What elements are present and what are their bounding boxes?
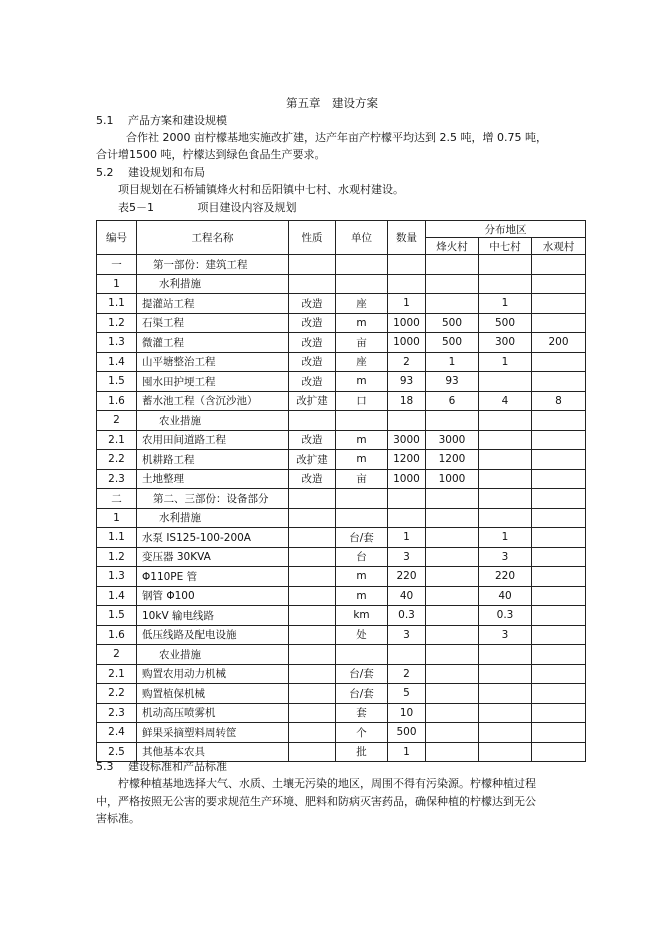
cell-shuiguan — [532, 528, 586, 548]
cell-fenghuo — [426, 684, 479, 704]
cell-name: 购置植保机械 — [137, 684, 289, 704]
cell-empty — [426, 645, 479, 665]
cell-name: 鲜果采摘塑料周转筐 — [137, 723, 289, 743]
section-5-2-heading: 5.2 建设规划和布局 — [96, 166, 205, 179]
cell-shuiguan — [532, 742, 586, 762]
cell-empty — [388, 489, 426, 509]
cell-shuiguan — [532, 703, 586, 723]
cell-shuiguan — [532, 352, 586, 372]
cell-nature: 改扩建 — [289, 450, 336, 470]
cell-name: 钢管 Φ100 — [137, 586, 289, 606]
cell-group-title: 水利措施 — [137, 274, 289, 294]
cell-fenghuo — [426, 294, 479, 314]
cell-shuiguan — [532, 586, 586, 606]
table-caption — [118, 201, 297, 215]
cell-name: 机动高压喷雾机 — [137, 703, 289, 723]
cell-shuiguan — [532, 723, 586, 743]
section-5-3-line-1: 柠檬种植基地选择大气、水质、土壤无污染的地区，周围不得有污染源。柠檬种植过程 — [118, 777, 536, 790]
cell-unit: 个 — [336, 723, 388, 743]
section-5-1-heading: 5.1 产品方案和建设规模 — [96, 114, 227, 127]
table-row — [97, 391, 586, 411]
header-village-fenghuo: 烽火村 — [426, 238, 479, 255]
cell-qty: 500 — [388, 723, 426, 743]
cell-unit: km — [336, 606, 388, 626]
cell-unit: m — [336, 567, 388, 587]
cell-nature: 改造 — [289, 313, 336, 333]
cell-nature — [289, 742, 336, 762]
cell-nature — [289, 606, 336, 626]
cell-qty: 1000 — [388, 313, 426, 333]
cell-fenghuo: 500 — [426, 333, 479, 353]
cell-fenghuo: 1 — [426, 352, 479, 372]
cell-qty: 0.3 — [388, 606, 426, 626]
cell-name: 10kV 输电线路 — [137, 606, 289, 626]
cell-fenghuo: 3000 — [426, 430, 479, 450]
cell-shuiguan — [532, 294, 586, 314]
cell-shuiguan — [532, 450, 586, 470]
cell-empty — [479, 255, 532, 275]
cell-empty — [532, 255, 586, 275]
cell-unit: m — [336, 450, 388, 470]
cell-qty: 1200 — [388, 450, 426, 470]
cell-group-title: 农业措施 — [137, 411, 289, 431]
cell-nature: 改扩建 — [289, 391, 336, 411]
cell-nature — [289, 586, 336, 606]
table-row — [97, 411, 586, 431]
cell-empty — [426, 508, 479, 528]
table-row — [97, 255, 586, 275]
table-row — [97, 372, 586, 392]
cell-zhongqi: 0.3 — [479, 606, 532, 626]
cell-empty — [289, 508, 336, 528]
cell-no: 1.6 — [97, 391, 137, 411]
cell-fenghuo — [426, 723, 479, 743]
cell-no: 1 — [97, 508, 137, 528]
table-row — [97, 450, 586, 470]
cell-zhongqi: 220 — [479, 567, 532, 587]
section-5-1-line-2: 合计增1500 吨，柠檬达到绿色食品生产要求。 — [96, 148, 326, 161]
cell-empty — [479, 411, 532, 431]
cell-shuiguan — [532, 684, 586, 704]
cell-empty — [336, 508, 388, 528]
table-row — [97, 352, 586, 372]
cell-no: 2.4 — [97, 723, 137, 743]
cell-no: 2.1 — [97, 664, 137, 684]
cell-no: 1.1 — [97, 294, 137, 314]
cell-zhongqi: 3 — [479, 625, 532, 645]
cell-no: 1.2 — [97, 547, 137, 567]
table-row — [97, 606, 586, 626]
cell-shuiguan — [532, 313, 586, 333]
cell-unit: 台 — [336, 547, 388, 567]
cell-no: 1.5 — [97, 606, 137, 626]
cell-fenghuo — [426, 586, 479, 606]
cell-name: 囤水田护埂工程 — [137, 372, 289, 392]
cell-no: 1.2 — [97, 313, 137, 333]
cell-shuiguan — [532, 664, 586, 684]
cell-no: 1.3 — [97, 567, 137, 587]
cell-shuiguan: 200 — [532, 333, 586, 353]
cell-empty — [532, 645, 586, 665]
cell-no: 一 — [97, 255, 137, 275]
header-no: 编号 — [97, 221, 137, 255]
cell-qty: 93 — [388, 372, 426, 392]
header-qty: 数量 — [388, 221, 426, 255]
cell-zhongqi: 500 — [479, 313, 532, 333]
cell-zhongqi — [479, 469, 532, 489]
table-body — [97, 255, 586, 762]
cell-zhongqi — [479, 703, 532, 723]
cell-shuiguan — [532, 567, 586, 587]
cell-qty: 220 — [388, 567, 426, 587]
cell-empty — [388, 255, 426, 275]
cell-qty: 3 — [388, 547, 426, 567]
cell-empty — [532, 489, 586, 509]
cell-nature: 改造 — [289, 469, 336, 489]
cell-empty — [336, 645, 388, 665]
cell-name: 土地整理 — [137, 469, 289, 489]
cell-empty — [532, 274, 586, 294]
cell-zhongqi — [479, 723, 532, 743]
chapter-title: 第五章 建设方案 — [286, 96, 378, 110]
cell-nature: 改造 — [289, 352, 336, 372]
cell-shuiguan — [532, 547, 586, 567]
cell-zhongqi — [479, 430, 532, 450]
table-row — [97, 528, 586, 548]
header-area: 分布地区 — [426, 221, 586, 238]
cell-nature: 改造 — [289, 372, 336, 392]
table-row — [97, 430, 586, 450]
cell-part-title: 第二、三部份：设备部分 — [137, 489, 289, 509]
cell-unit: m — [336, 430, 388, 450]
cell-qty: 1 — [388, 528, 426, 548]
cell-empty — [289, 645, 336, 665]
table-header — [97, 221, 586, 255]
table-caption-number: 表5－1 — [118, 201, 154, 214]
cell-empty — [479, 489, 532, 509]
cell-unit: m — [336, 313, 388, 333]
cell-empty — [388, 508, 426, 528]
table-row — [97, 294, 586, 314]
cell-name: 水泵 IS125-100-200A — [137, 528, 289, 548]
table-row — [97, 723, 586, 743]
header-village-zhongqi: 中七村 — [479, 238, 532, 255]
cell-shuiguan — [532, 372, 586, 392]
cell-no: 2.2 — [97, 684, 137, 704]
cell-no: 2.2 — [97, 450, 137, 470]
cell-zhongqi: 1 — [479, 528, 532, 548]
cell-shuiguan — [532, 625, 586, 645]
table-row — [97, 567, 586, 587]
cell-qty: 40 — [388, 586, 426, 606]
cell-unit: m — [336, 586, 388, 606]
cell-no: 1.6 — [97, 625, 137, 645]
cell-nature — [289, 567, 336, 587]
cell-unit: 处 — [336, 625, 388, 645]
cell-name: 购置农用动力机械 — [137, 664, 289, 684]
section-5-2-line-1: 项目规划在石桥铺镇烽火村和岳阳镇中七村、水观村建设。 — [118, 183, 404, 196]
cell-fenghuo: 6 — [426, 391, 479, 411]
cell-group-title: 水利措施 — [137, 508, 289, 528]
table-row — [97, 742, 586, 762]
cell-no: 1.4 — [97, 586, 137, 606]
cell-no: 2.3 — [97, 469, 137, 489]
cell-empty — [388, 274, 426, 294]
cell-no: 1 — [97, 274, 137, 294]
cell-name: 提灌站工程 — [137, 294, 289, 314]
cell-name: 农用田间道路工程 — [137, 430, 289, 450]
cell-unit: 座 — [336, 352, 388, 372]
cell-empty — [388, 411, 426, 431]
cell-unit: 台/套 — [336, 684, 388, 704]
cell-zhongqi: 4 — [479, 391, 532, 411]
cell-empty — [289, 411, 336, 431]
cell-name: 蓄水池工程（含沉沙池） — [137, 391, 289, 411]
cell-unit: m — [336, 372, 388, 392]
cell-nature: 改造 — [289, 294, 336, 314]
cell-unit: 台/套 — [336, 528, 388, 548]
cell-empty — [289, 274, 336, 294]
table-row — [97, 684, 586, 704]
section-5-1-line-1: 合作社 2000 亩柠檬基地实施改扩建，达产年亩产柠檬平均达到 2.5 吨，增 0.75 吨， — [126, 131, 547, 144]
table-row — [97, 489, 586, 509]
cell-empty — [426, 489, 479, 509]
cell-nature — [289, 664, 336, 684]
cell-name: 石渠工程 — [137, 313, 289, 333]
cell-nature — [289, 703, 336, 723]
cell-fenghuo — [426, 547, 479, 567]
cell-qty: 3000 — [388, 430, 426, 450]
cell-fenghuo — [426, 528, 479, 548]
cell-unit: 套 — [336, 703, 388, 723]
table-row — [97, 664, 586, 684]
header-nature: 性质 — [289, 221, 336, 255]
cell-fenghuo — [426, 742, 479, 762]
cell-no: 1.1 — [97, 528, 137, 548]
cell-shuiguan: 8 — [532, 391, 586, 411]
cell-qty: 18 — [388, 391, 426, 411]
cell-empty — [426, 411, 479, 431]
header-unit: 单位 — [336, 221, 388, 255]
cell-unit: 批 — [336, 742, 388, 762]
cell-name: 变压器 30KVA — [137, 547, 289, 567]
cell-shuiguan — [532, 430, 586, 450]
cell-name: 机耕路工程 — [137, 450, 289, 470]
table-row — [97, 547, 586, 567]
cell-no: 1.3 — [97, 333, 137, 353]
cell-zhongqi — [479, 372, 532, 392]
cell-name: 低压线路及配电设施 — [137, 625, 289, 645]
cell-qty: 1000 — [388, 469, 426, 489]
cell-empty — [336, 489, 388, 509]
cell-fenghuo — [426, 703, 479, 723]
cell-zhongqi — [479, 664, 532, 684]
cell-part-title: 第一部份：建筑工程 — [137, 255, 289, 275]
table-row — [97, 508, 586, 528]
cell-no: 2.5 — [97, 742, 137, 762]
cell-empty — [426, 255, 479, 275]
cell-zhongqi — [479, 450, 532, 470]
table-row — [97, 586, 586, 606]
cell-no: 2.3 — [97, 703, 137, 723]
table-row — [97, 274, 586, 294]
cell-name: 微灌工程 — [137, 333, 289, 353]
table-row — [97, 333, 586, 353]
cell-fenghuo — [426, 625, 479, 645]
cell-unit: 口 — [336, 391, 388, 411]
table-row — [97, 703, 586, 723]
construction-plan-table — [96, 220, 586, 762]
section-5-3-heading: 5.3 建设标准和产品标准 — [96, 760, 227, 773]
cell-shuiguan — [532, 606, 586, 626]
cell-empty — [479, 508, 532, 528]
cell-fenghuo: 500 — [426, 313, 479, 333]
cell-name: 其他基本农具 — [137, 742, 289, 762]
cell-empty — [388, 645, 426, 665]
cell-nature: 改造 — [289, 430, 336, 450]
cell-fenghuo: 1200 — [426, 450, 479, 470]
cell-qty: 2 — [388, 664, 426, 684]
cell-no: 2 — [97, 645, 137, 665]
cell-qty: 5 — [388, 684, 426, 704]
cell-empty — [532, 411, 586, 431]
cell-zhongqi: 1 — [479, 294, 532, 314]
cell-fenghuo: 1000 — [426, 469, 479, 489]
cell-name: Φ110PE 管 — [137, 567, 289, 587]
cell-nature — [289, 528, 336, 548]
table-row — [97, 625, 586, 645]
cell-empty — [336, 411, 388, 431]
cell-fenghuo: 93 — [426, 372, 479, 392]
cell-nature — [289, 723, 336, 743]
table-row — [97, 645, 586, 665]
cell-no: 1.5 — [97, 372, 137, 392]
cell-empty — [336, 255, 388, 275]
header-village-shuiguan: 水观村 — [532, 238, 586, 255]
cell-nature — [289, 625, 336, 645]
table-row — [97, 313, 586, 333]
cell-fenghuo — [426, 606, 479, 626]
cell-zhongqi: 40 — [479, 586, 532, 606]
cell-zhongqi: 1 — [479, 352, 532, 372]
table-row — [97, 469, 586, 489]
cell-no: 二 — [97, 489, 137, 509]
cell-empty — [289, 489, 336, 509]
cell-empty — [532, 508, 586, 528]
cell-no: 1.4 — [97, 352, 137, 372]
cell-empty — [426, 274, 479, 294]
table-caption-title: 项目建设内容及规划 — [197, 201, 297, 214]
cell-nature — [289, 684, 336, 704]
cell-unit: 亩 — [336, 333, 388, 353]
cell-fenghuo — [426, 567, 479, 587]
cell-qty: 2 — [388, 352, 426, 372]
cell-nature — [289, 547, 336, 567]
section-5-3-line-3: 害标准。 — [96, 812, 140, 825]
cell-shuiguan — [532, 469, 586, 489]
cell-qty: 3 — [388, 625, 426, 645]
cell-fenghuo — [426, 664, 479, 684]
cell-empty — [479, 645, 532, 665]
cell-group-title: 农业措施 — [137, 645, 289, 665]
cell-empty — [289, 255, 336, 275]
cell-zhongqi — [479, 742, 532, 762]
cell-zhongqi: 3 — [479, 547, 532, 567]
section-5-3-line-2: 中，严格按照无公害的要求规范生产环境、肥料和防病灭害药品，确保种植的柠檬达到无公 — [96, 795, 536, 808]
cell-qty: 10 — [388, 703, 426, 723]
cell-unit: 座 — [336, 294, 388, 314]
cell-qty: 1000 — [388, 333, 426, 353]
cell-nature: 改造 — [289, 333, 336, 353]
cell-unit: 台/套 — [336, 664, 388, 684]
cell-no: 2.1 — [97, 430, 137, 450]
cell-no: 2 — [97, 411, 137, 431]
cell-empty — [336, 274, 388, 294]
cell-empty — [479, 274, 532, 294]
cell-qty: 1 — [388, 294, 426, 314]
cell-zhongqi — [479, 684, 532, 704]
cell-name: 山平塘整治工程 — [137, 352, 289, 372]
cell-zhongqi: 300 — [479, 333, 532, 353]
cell-qty: 1 — [388, 742, 426, 762]
header-name: 工程名称 — [137, 221, 289, 255]
cell-unit: 亩 — [336, 469, 388, 489]
